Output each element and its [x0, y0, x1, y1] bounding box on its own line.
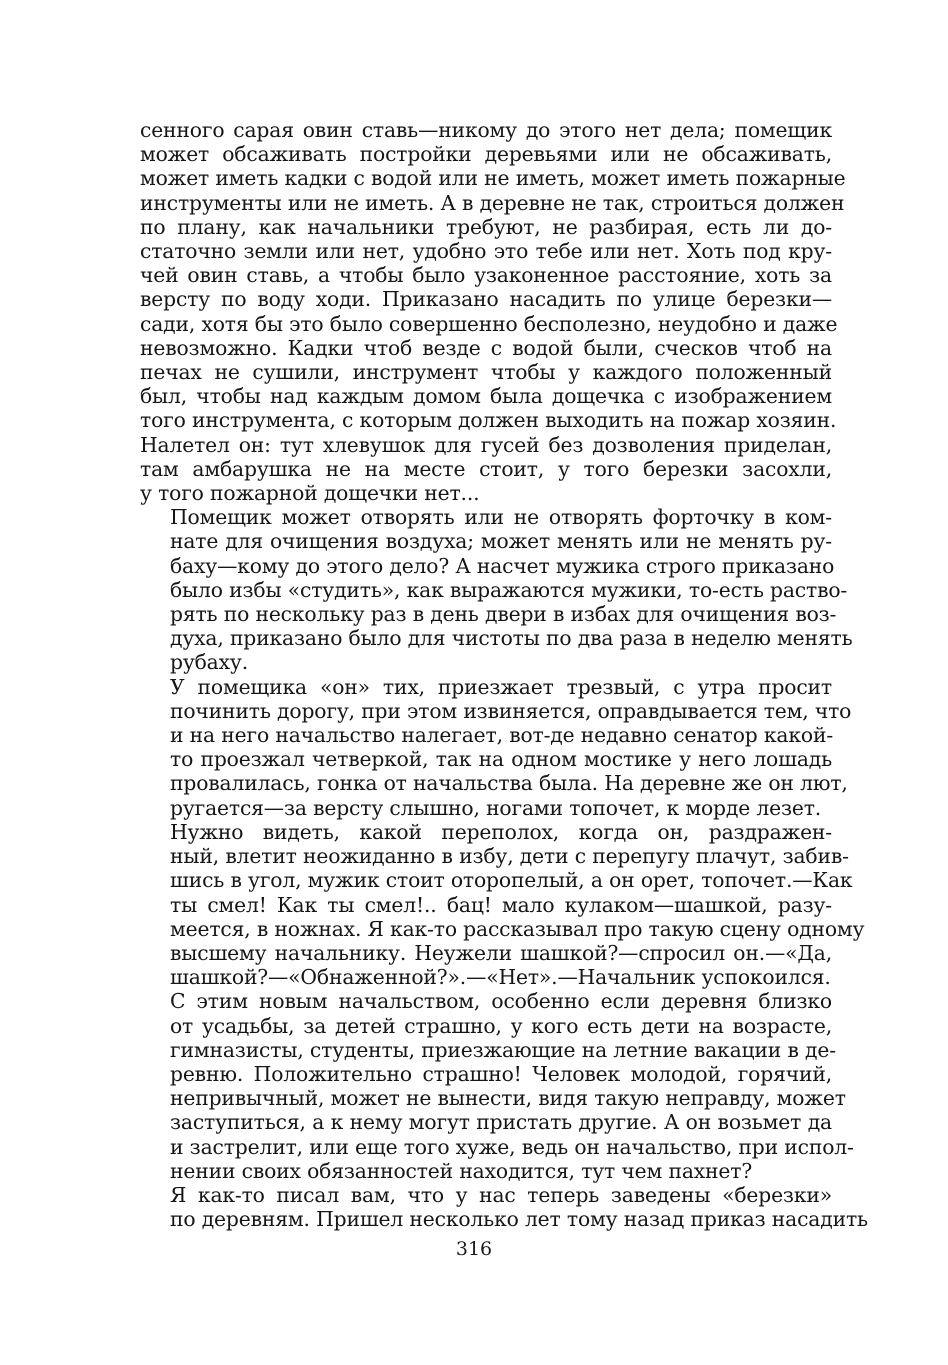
text-line: то проезжал четверкой, так на одном мостике у него лошадь: [170, 747, 832, 772]
text-line: сади, хотя бы это было совершенно бесполезно, неудобно и даже: [140, 311, 838, 336]
text-line: статочно земли или нет, удобно это тебе или нет. Хоть под кру-: [140, 239, 832, 264]
text-line: Нужно видеть, какой переполох, когда он, раздражен-: [170, 819, 832, 844]
text-line: невозможно. Кадки чтоб везде с водой были, сческов чтоб на: [140, 335, 832, 360]
text-line: гимназисты, студенты, приезжающие на летние вакации в де-: [170, 1037, 836, 1062]
text-line: версту по воду ходи. Приказано насадить по улице березки—: [140, 287, 832, 312]
text-line: по плану, как начальники требуют, не разбирая, есть ли до-: [140, 214, 832, 239]
text-line: заступиться, а к нему могут пристать другие. А он возьмет да: [170, 1110, 832, 1135]
text-line: У помещика «он» тих, приезжает трезвый, с утра просит: [170, 674, 832, 699]
text-line: было избы «студить», как выражаются мужики, то-есть раство-: [170, 577, 848, 602]
text-line: провалилась, гонка от начальства была. На деревне же он лют,: [170, 771, 848, 796]
page-number: 316: [455, 1238, 493, 1260]
text-line: сенного сарая овин ставь—никому до этого нет дела; помещик: [140, 118, 832, 142]
text-line: Налетел он: тут хлевушок для гусей без дозволения приделан,: [140, 432, 832, 457]
text-line: духа, приказано было для чистоты по два раза в неделю менять: [170, 626, 853, 651]
text-line: чей овин ставь, а чтобы было узаконенное расстояние, хоть за: [140, 263, 832, 288]
text-line: баху—кому до этого дело? А насчет мужика строго приказано: [170, 553, 835, 578]
text-line: ный, влетит неожиданно в избу, дети с перепугу плачут, забив-: [170, 844, 849, 869]
text-line: у того пожарной дощечки нет...: [140, 481, 480, 506]
paragraph: [140, 1182, 868, 1232]
text-line: высшему начальнику. Неужели шашкой?—спросил он.—«Да,: [170, 940, 832, 965]
text-line: был, чтобы над каждым домом была дощечка с изображением: [140, 384, 832, 409]
text-line: того инструмента, с которым должен выходить на пожар хозяин.: [140, 408, 837, 433]
text-line: рубаху.: [170, 650, 248, 675]
text-line: ревню. Положительно страшно! Человек молодой, горячий,: [170, 1061, 832, 1086]
text-line: и застрелит, или еще того хуже, ведь он начальство, при испол-: [170, 1134, 854, 1159]
paragraph: [140, 118, 846, 506]
text-line: может иметь кадки с водой или не иметь, может иметь пожарные: [140, 166, 846, 191]
text-line: шись в угол, мужик стоит оторопелый, а он орет, топочет.—Как: [170, 868, 853, 893]
text-line: починить дорогу, при этом извиняется, оправдывается тем, что: [170, 698, 852, 723]
page-text-body: [140, 118, 868, 1232]
paragraph: [140, 819, 865, 990]
text-line: по деревням. Пришел несколько лет тому назад приказ насадить: [170, 1207, 868, 1232]
text-line: Помещик может отворять или не отворять форточку в ком-: [170, 505, 832, 530]
text-line: от усадьбы, за детей страшно, у кого есть дети на возрасте,: [170, 1013, 832, 1038]
text-line: ругается—за версту слышно, ногами топочет, к морде лезет.: [170, 795, 822, 820]
text-line: рять по нескольку раз в день двери в избах для очищения воз-: [170, 602, 837, 627]
text-line: может обсаживать постройки деревьями или не обсаживать,: [140, 142, 832, 167]
paragraph: [140, 674, 852, 820]
text-line: нении своих обязанностей находится, тут чем пахнет?: [170, 1158, 753, 1183]
text-line: шашкой?—«Обнаженной?».—«Нет».—Начальник успокоился.: [170, 965, 831, 990]
text-line: Я как-то писал вам, что у нас теперь заведены «березки»: [170, 1182, 832, 1207]
paragraph: [140, 989, 854, 1183]
text-line: там амбарушка не на месте стоит, у того березки засохли,: [140, 456, 832, 481]
text-line: непривычный, может не вынести, видя такую неправду, может: [170, 1086, 846, 1111]
text-line: печах не сушили, инструмент чтобы у каждого положенный: [140, 360, 832, 385]
text-line: ты смел! Как ты смел!.. бац! мало кулаком—шашкой, разу-: [170, 892, 832, 917]
text-line: меется, в ножнах. Я как-то рассказывал про такую сцену одному: [170, 916, 865, 941]
text-line: инструменты или не иметь. А в деревне не так, строиться должен: [140, 190, 845, 215]
text-line: С этим новым начальством, особенно если деревня близко: [170, 989, 832, 1014]
text-line: и на него начальство налегает, вот-де недавно сенатор какой-: [170, 723, 834, 748]
text-line: нате для очищения воздуха; может менять или не менять ру-: [170, 529, 832, 554]
paragraph: [140, 505, 853, 675]
